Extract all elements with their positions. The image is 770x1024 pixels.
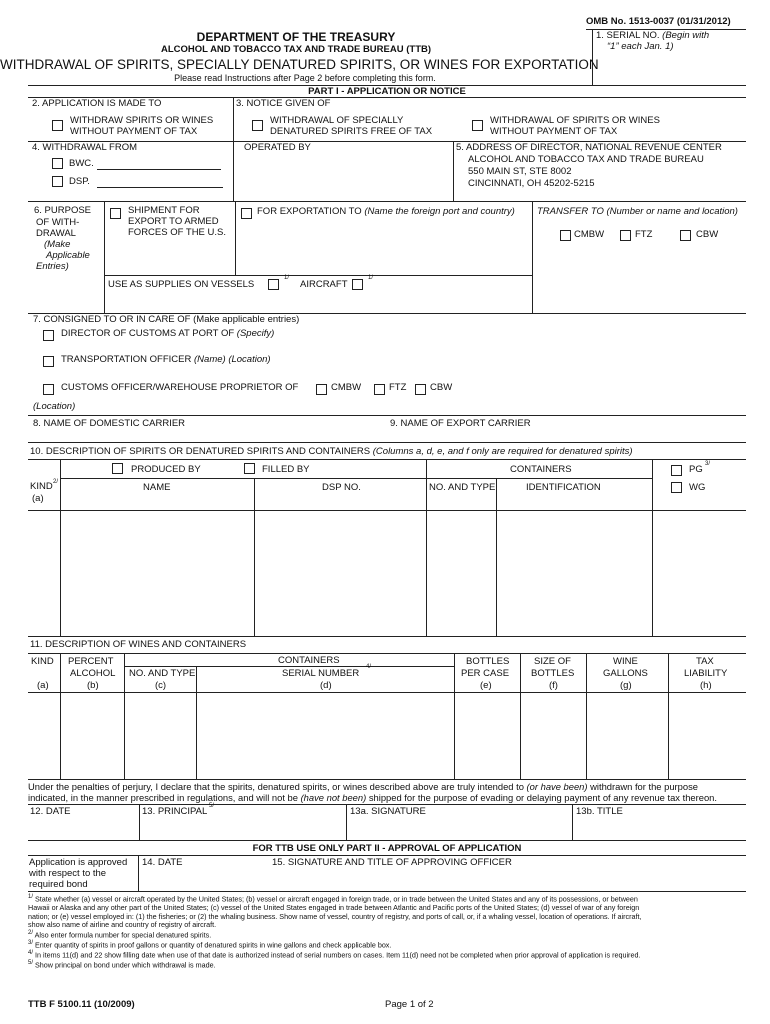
department-title: DEPARTMENT OF THE TREASURY [196,30,396,44]
dsp-checkbox[interactable] [52,176,63,187]
approving-officer-label: 15. SIGNATURE AND TITLE OF APPROVING OFFICER [272,857,512,868]
title-field[interactable] [576,819,744,838]
aircraft-supplies-label: AIRCRAFT [300,279,348,290]
wg-label: WG [689,482,706,493]
form-title: WITHDRAWAL OF SPIRITS, SPECIALLY DENATURED SPIRITS, OR WINES FOR EXPORTATION [0,57,599,72]
approved-label-1: Application is approved [29,857,128,868]
signature-field[interactable] [350,819,568,838]
director-customs-label: DIRECTOR OF CUSTOMS AT PORT OF (Specify) [61,328,275,339]
transfer-cmbw-label: CMBW [574,229,605,240]
exportation-field[interactable] [240,222,528,272]
footnote-3: $^{3/}$ Enter quantity of spirits in proof gallons or quantity of denatured spirits in wine gallons and check applicable box. [28,939,392,950]
footnote-2: $^{2/}$ Also enter formula number for special denatured spirits. [28,929,212,940]
exportation-checkbox[interactable] [241,208,252,219]
serial-no-label: 1. SERIAL NO. (Begin with [596,30,710,41]
withdraw-spirits-wines-label-2: WITHOUT PAYMENT OF TAX [490,126,618,137]
address-line-2: ALCOHOL AND TOBACCO TAX AND TRADE BUREAU [468,154,704,165]
withdraw-without-tax-label-2: WITHOUT PAYMENT OF TAX [70,126,198,137]
instructions-note: Please read Instructions after Page 2 before completing this form. [174,73,436,83]
vessel-supplies-checkbox[interactable] [268,279,279,290]
containers-header: CONTAINERS [510,464,572,475]
kind-col-letter: (a) [32,493,44,504]
identification-header: IDENTIFICATION [526,482,601,493]
filled-by-checkbox[interactable] [244,463,255,474]
customs-cbw-label: CBW [430,382,453,393]
footnote-2-ref: 2/ [53,479,59,485]
customs-officer-label: CUSTOMS OFFICER/WAREHOUSE PROPRIETOR OF [61,382,299,393]
footnote-1-ref-vessel: 1/ [284,275,290,281]
withdraw-spirits-wines-label-1: WITHDRAWAL OF SPIRITS OR WINES [490,115,660,126]
filled-by-label: FILLED BY [262,464,310,475]
pg-label: PG [689,464,703,475]
purpose-label-3: DRAWAL [36,228,76,239]
notice-given-of-label: 3. NOTICE GIVEN OF [236,98,331,109]
serial-number-header: SERIAL NUMBER [282,668,360,679]
footnote-3-ref: 3/ [705,461,711,467]
name-header: NAME [143,482,171,493]
purpose-label-2: OF WITH- [36,217,80,228]
purpose-label-1: 6. PURPOSE [34,205,92,216]
tax-letter: (h) [700,680,712,691]
percent-header-1: PERCENT [68,656,114,667]
transfer-ftz-label: FTZ [635,229,653,240]
date-field[interactable] [30,819,136,838]
wine-gallons-header-2: GALLONS [603,668,648,679]
section10-title: 10. DESCRIPTION OF SPIRITS OR DENATURED SPIRITS AND CONTAINERS (Columns a, d, e, and f only are required for denatured spirits) [30,446,633,457]
address-line-4: CINCINNATI, OH 45202-5215 [468,178,595,189]
armed-forces-label-1: SHIPMENT FOR [128,205,200,216]
consigned-to-label: 7. CONSIGNED TO OR IN CARE OF (Make applicable entries) [33,314,300,325]
transfer-cmbw-checkbox[interactable] [560,230,571,241]
transfer-ftz-checkbox[interactable] [620,230,631,241]
footnote-1-line-4: show also name of airline and country of registry of aircraft. [28,920,217,930]
withdrawal-from-label: 4. WITHDRAWAL FROM [32,142,138,153]
kind-header: KIND [30,481,53,492]
domestic-carrier-label: 8. NAME OF DOMESTIC CARRIER [33,418,186,429]
wine-gallons-letter: (g) [620,680,632,691]
wine-kind-header: KIND [31,656,54,667]
perjury-line-1: Under the penalties of perjury, I declare that the spirits, denatured spirits, or wines described above are truly intended to (or have been) withdrawn for the purpose [28,781,699,792]
operated-by-label: OPERATED BY [244,142,311,153]
title-label: 13b. TITLE [576,806,623,817]
customs-ftz-checkbox[interactable] [374,384,385,395]
wine-containers-header: CONTAINERS [278,655,340,666]
customs-cmbw-checkbox[interactable] [316,384,327,395]
part2-title: FOR TTB USE ONLY PART II - APPROVAL OF APPLICATION [252,843,522,854]
footnote-1: $^{1/}$ State whether (a) vessel or aircraft operated by the United States; (b) vessel or aircraft engaged in foreign trade, or in trade between the United States and any of its possessions, or between [28,894,638,904]
bwc-field[interactable] [97,169,221,170]
wine-no-type-header: NO. AND TYPE [129,668,196,679]
footnote-5-ref: 5/ [209,803,215,809]
wine-no-type-letter: (c) [155,680,167,691]
footnote-4: $^{4/}$ In items 11(d) and 22 show filling date when use of that date is authorized instead of serial numbers on cases. Item 11(d) need not be completed when prior approval of application is required. [28,950,641,960]
customs-officer-checkbox[interactable] [43,384,54,395]
approved-label-2: with respect to the [29,868,107,879]
location-label: (Location) [33,401,76,412]
principal-label: 13. PRINCIPAL [142,806,208,817]
section11-table-body[interactable] [30,694,744,778]
armed-forces-checkbox[interactable] [110,208,121,219]
section11-title: 11. DESCRIPTION OF WINES AND CONTAINERS [30,639,247,650]
dsp-label: DSP. [69,176,90,187]
footnotes [28,894,748,970]
vessel-supplies-label: USE AS SUPPLIES ON VESSELS [108,279,255,290]
percent-header-2: ALCOHOL [70,668,116,679]
armed-forces-label-3: FORCES OF THE U.S. [128,227,227,238]
footnote-1-ref-aircraft: 1/ [368,275,374,281]
footnote-5: $^{5/}$ Show principal on bond under which withdrawal is made. [28,960,216,970]
section10-table-body[interactable] [30,512,744,634]
address-line-3: 550 MAIN ST, STE 8002 [468,166,572,177]
purpose-label-6: Entries) [36,261,69,272]
part1-title: PART I - APPLICATION OR NOTICE [308,86,466,97]
approval-date-label: 14. DATE [142,857,183,868]
transportation-officer-label: TRANSPORTATION OFFICER (Name) (Location) [61,354,271,365]
size-header-2: BOTTLES [531,668,575,679]
tax-header-2: LIABILITY [684,668,728,679]
purpose-label-4: (Make [44,239,71,250]
tax-header-1: TAX [696,656,714,667]
bwc-checkbox[interactable] [52,158,63,169]
application-made-to-label: 2. APPLICATION IS MADE TO [32,98,162,109]
no-type-header: NO. AND TYPE [429,482,496,493]
dsp-no-header: DSP NO. [322,482,361,493]
produced-by-label: PRODUCED BY [131,464,201,475]
principal-field[interactable] [142,819,342,838]
size-header-1: SIZE OF [534,656,571,667]
bottles-header-1: BOTTLES [466,656,510,667]
approved-label-3: required bond [29,879,88,890]
footnote-1-line-3: nation; or (e) vessel employed in: (1) the fisheries; or (2) the whaling business. Show name of vessel, country of registry, and ports of call, or, if a whaling vessel, location of operations. If aircraft, [28,911,642,921]
withdraw-denatured-checkbox[interactable] [252,120,263,131]
export-carrier-label: 9. NAME OF EXPORT CARRIER [390,418,531,429]
produced-by-checkbox[interactable] [112,463,123,474]
withdraw-denatured-label-1: WITHDRAWAL OF SPECIALLY [270,115,404,126]
serial-no-hint: “1” each Jan. 1) [607,41,674,52]
bottles-letter: (e) [480,680,492,691]
serial-number-letter: (d) [320,680,332,691]
dsp-field[interactable] [97,187,223,188]
pg-checkbox[interactable] [671,465,682,476]
bwc-label: BWC. [69,158,94,169]
form-number: TTB F 5100.11 (10/2009) [28,999,135,1010]
wine-kind-letter: (a) [37,680,49,691]
address-line-1: 5. ADDRESS OF DIRECTOR, NATIONAL REVENUE CENTER [456,142,722,153]
transfer-cbw-checkbox[interactable] [680,230,691,241]
percent-letter: (b) [87,680,99,691]
transfer-cbw-label: CBW [696,229,719,240]
withdraw-spirits-wines-checkbox[interactable] [472,120,483,131]
footnote-4-ref: 4/ [366,664,372,670]
aircraft-supplies-checkbox[interactable] [352,279,363,290]
customs-cbw-checkbox[interactable] [415,384,426,395]
wine-gallons-header-1: WINE [613,656,638,667]
serial-no-field[interactable] [596,55,746,83]
armed-forces-label-2: EXPORT TO ARMED [128,216,219,227]
footnote-1-line-2: Hawaii or Alaska and any other part of the United States; (c) vessel of the United States engaged in trade between Atlantic and Pacific ports of the United States; (d) vessel of war of any foreign [28,903,640,913]
omb-number: OMB No. 1513-0037 (01/31/2012) [586,16,731,27]
size-letter: (f) [549,680,558,691]
wg-checkbox[interactable] [671,482,682,493]
exportation-label: FOR EXPORTATION TO (Name the foreign port and country) [257,206,515,217]
operated-by-field[interactable] [236,155,450,199]
bottles-header-2: PER CASE [461,668,510,679]
director-customs-checkbox[interactable] [43,330,54,341]
date-label: 12. DATE [30,806,71,817]
page-number: Page 1 of 2 [385,999,434,1010]
withdraw-without-tax-checkbox[interactable] [52,120,63,131]
purpose-label-5: Applicable [46,250,90,261]
perjury-line-2: indicated, in the manner prescribed in regulations, and will not be (have not been) shipped for the purpose of evading or delaying payment of any revenue tax thereon. [28,792,717,803]
signature-label: 13a. SIGNATURE [350,806,426,817]
customs-cmbw-label: CMBW [331,382,362,393]
customs-ftz-label: FTZ [389,382,407,393]
transfer-to-label: TRANSFER TO (Number or name and location) [537,206,738,217]
transportation-officer-checkbox[interactable] [43,356,54,367]
withdraw-without-tax-label-1: WITHDRAW SPIRITS OR WINES [70,115,214,126]
withdraw-denatured-label-2: DENATURED SPIRITS FREE OF TAX [270,126,433,137]
bureau-title: ALCOHOL AND TOBACCO TAX AND TRADE BUREAU (TTB) [160,44,432,55]
